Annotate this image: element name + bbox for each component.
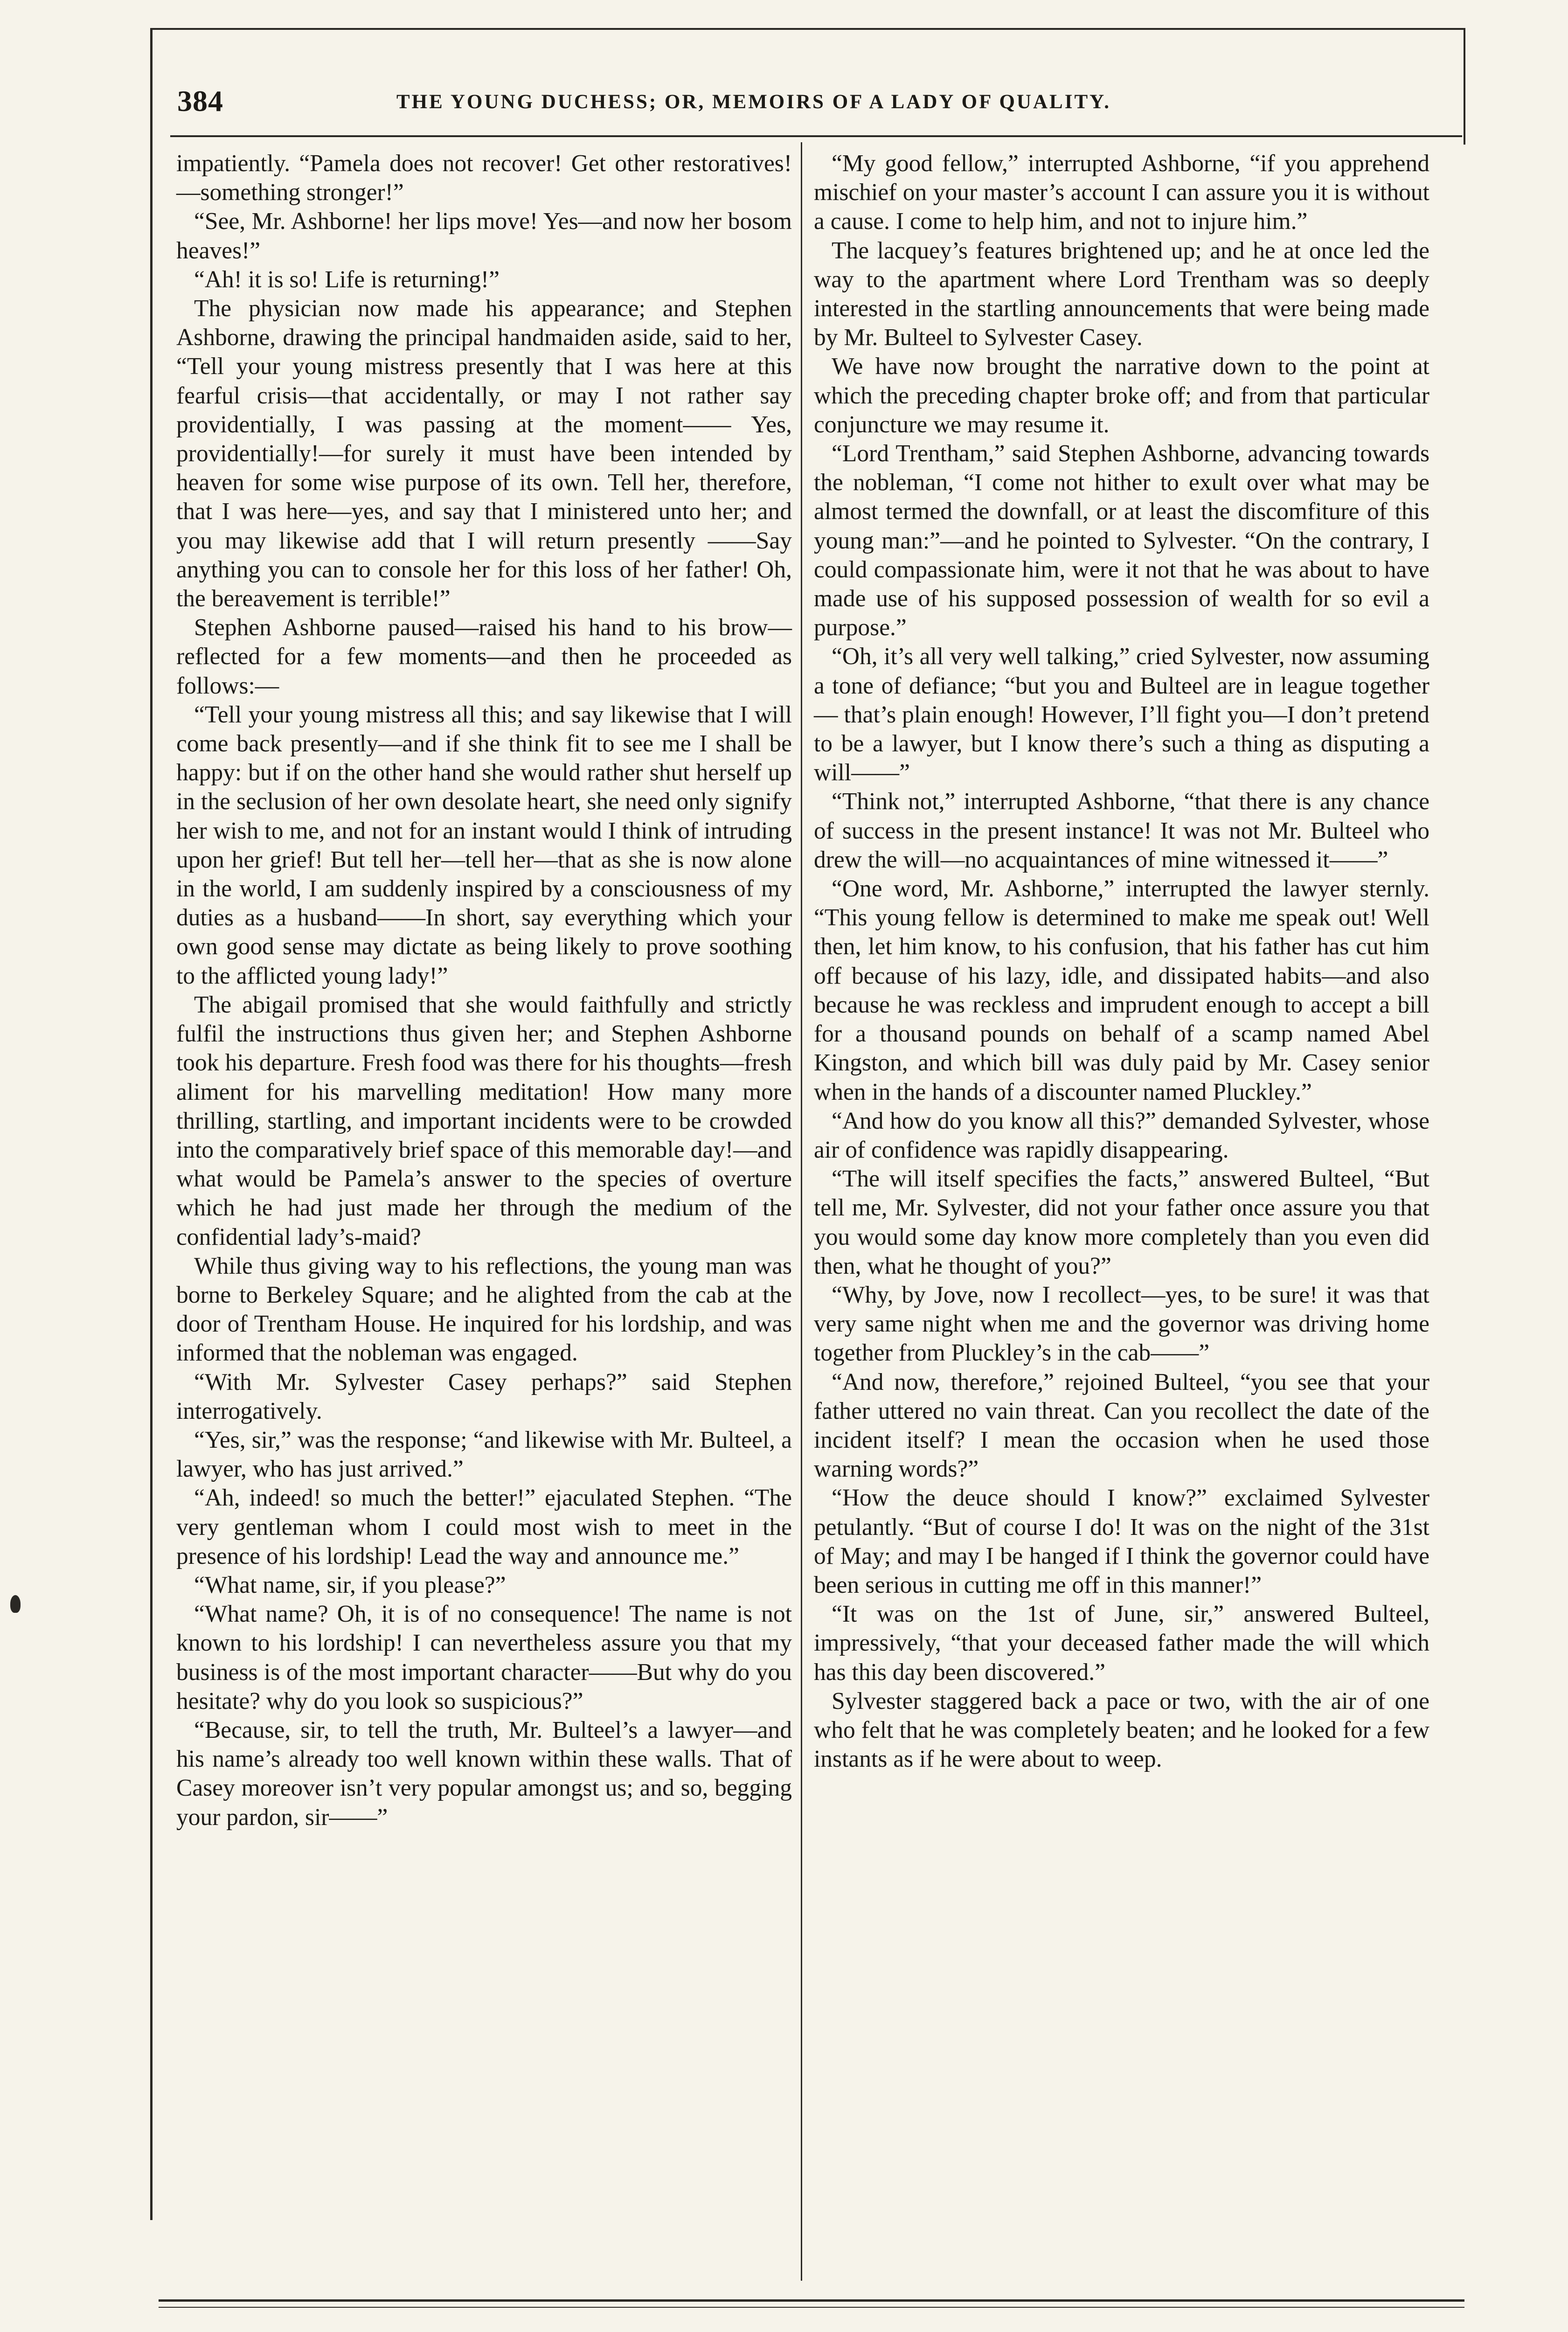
footer-rule	[159, 2299, 1464, 2302]
paragraph: The lacquey’s features brightened up; and he at once led the way to the apartment where Lord Trentham was so deeply interested in the startling announcements that were being made by Mr. Bulteel to Sylvester Casey.	[814, 237, 1429, 351]
paragraph: “Tell your young mistress all this; and say likewise that I will come back presently—and if she think fit to see me I shall be happy: but if on the other hand she would rather shut herself up in the seclusion of her own desolate heart, she need only signify her wish to me, and not for an instant would I think of intruding upon her grief! But tell her—tell her—that as she is now alone in the world, I am suddenly inspired by a consciousness of my duties as a husband——In short, say everything which your own good sense may dictate as being likely to prove soothing to the afflicted young lady!”	[176, 701, 792, 989]
page-border-top	[150, 28, 1465, 30]
paragraph: “Why, by Jove, now I recollect—yes, to be sure! it was that very same night when me and the governor was driving home together from Pluckley’s in the cab——”	[814, 1281, 1429, 1367]
page-number: 384	[177, 84, 223, 118]
paragraph: “The will itself specifies the facts,” answered Bulteel, “But tell me, Mr. Sylvester, did not your father once assure you that you would some day know more completely than you even did then, what he thought of you?”	[814, 1166, 1429, 1279]
paragraph: “It was on the 1st of June, sir,” answered Bulteel, impressively, “that your deceased father made the will which has this day been discovered.”	[814, 1601, 1429, 1686]
paragraph: “Think not,” interrupted Ashborne, “that there is any chance of success in the present instance! It was not Mr. Bulteel who drew the will—no acquaintances of mine witnessed it——”	[814, 788, 1429, 873]
paragraph: “My good fellow,” interrupted Ashborne, “if you apprehend mischief on your master’s account I can assure you it is without a cause. I come to help him, and not to injure him.”	[814, 150, 1429, 235]
ink-mark	[10, 1595, 21, 1613]
paragraph: “Ah! it is so! Life is returning!”	[194, 266, 500, 293]
left-column	[176, 149, 792, 1832]
paragraph: “Ah, indeed! so much the better!” ejaculated Stephen. “The very gentleman whom I could most wish to meet in the presence of his lordship! Lead the way and announce me.”	[176, 1485, 792, 1569]
running-title: THE YOUNG DUCHESS; OR, MEMOIRS OF A LADY OF QUALITY.	[396, 91, 1111, 113]
paragraph: While thus giving way to his reflections, the young man was borne to Berkeley Square; and he alighted from the cab at the door of Trentham House. He inquired for his lordship, and was informed that the nobleman was engaged.	[176, 1252, 792, 1367]
paragraph: “What name? Oh, it is of no consequence! The name is not known to his lordship! I can nevertheless assure you that my business is of the most important character——But why do you hesitate? why do you look so suspicious?”	[176, 1601, 792, 1714]
paragraph: “Because, sir, to tell the truth, Mr. Bulteel’s a lawyer—and his name’s already too well known within these walls. That of Casey moreover isn’t very popular amongst us; and so, begging your pardon, sir——”	[176, 1716, 792, 1831]
paragraph: Sylvester staggered back a pace or two, with the air of one who felt that he was completely beaten; and he looked for a few instants as if he were about to weep.	[814, 1687, 1429, 1773]
paragraph: Stephen Ashborne paused—raised his hand to his brow—reflected for a few moments—and then he proceeded as follows:—	[176, 614, 792, 699]
paragraph: “With Mr. Sylvester Casey perhaps?” said Stephen interrogatively.	[176, 1368, 792, 1424]
paragraph: “One word, Mr. Ashborne,” interrupted the lawyer sternly. “This young fellow is determined to make me speak out! Well then, let him know, to his confusion, that his father has cut him off because of his lazy, idle, and dissipated habits—and also because he was reckless and imprudent enough to accept a bill for a thousand pounds on behalf of a scamp named Abel Kingston, and which bill was duly paid by Mr. Casey senior when in the hands of a discounter named Pluckley.”	[814, 875, 1429, 1105]
paragraph: “See, Mr. Ashborne! her lips move! Yes—and now her bosom heaves!”	[176, 208, 792, 264]
footer-rule-thin	[159, 2307, 1464, 2308]
right-column	[814, 149, 1429, 1774]
paragraph: “And how do you know all this?” demanded Sylvester, whose air of confidence was rapidly disappearing.	[814, 1107, 1429, 1163]
paragraph: “How the deuce should I know?” exclaimed Sylvester petulantly. “But of course I do! It was on the night of the 31st of May; and may I be hanged if I think the governor could have been serious in cutting me off in this manner!”	[814, 1485, 1429, 1598]
header-rule	[170, 135, 1462, 137]
paragraph: “Yes, sir,” was the response; “and likewise with Mr. Bulteel, a lawyer, who has just arrived.”	[176, 1426, 792, 1483]
paragraph: The abigail promised that she would faithfully and strictly fulfil the instructions thus given her; and Stephen Ashborne took his departure. Fresh food was there for his thoughts—fresh aliment for his marvelling meditation! How many more thrilling, startling, and important incidents were to be crowded into the comparatively brief space of this memorable day!—and what would be Pamela’s answer to the species of overture which he had just made her through the medium of the confidential lady’s-maid?	[176, 991, 792, 1250]
paragraph: impatiently. “Pamela does not recover! Get other restoratives!—something stronger!”	[176, 150, 792, 206]
page-border-left	[150, 28, 153, 2220]
paragraph: “Lord Trentham,” said Stephen Ashborne, advancing towards the nobleman, “I come not hither to exult over what may be almost termed the downfall, or at least the discomfiture of this young man:”—and he pointed to Sylvester. “On the contrary, I could compassionate him, were it not that he was about to have made use of his supposed possession of wealth for so evil a purpose.”	[814, 440, 1429, 641]
column-divider	[801, 142, 802, 2281]
paragraph: “And now, therefore,” rejoined Bulteel, “you see that your father uttered no vain threat. Can you recollect the date of the incident itself? I mean the occasion when he used those warning words?”	[814, 1368, 1429, 1483]
paragraph: “What name, sir, if you please?”	[194, 1571, 506, 1598]
page-header	[177, 84, 1464, 126]
paragraph: We have now brought the narrative down to the point at which the preceding chapter broke off; and from that particular conjuncture we may resume it.	[814, 353, 1429, 438]
paragraph: The physician now made his appearance; and Stephen Ashborne, drawing the principal handmaiden aside, said to her, “Tell your young mistress presently that I was here at this fearful crisis—that accidentally, or may I not rather say providentially, I was passing at the moment—— Yes, providentially!—for surely it must have been intended by heaven for some wise purpose of its own. Tell her, therefore, that I was here—yes, and say that I ministered unto her; and you may likewise add that I will return presently ——Say anything you can to console her for this loss of her father! Oh, the bereavement is terrible!”	[176, 295, 792, 612]
paragraph: “Oh, it’s all very well talking,” cried Sylvester, now assuming a tone of defiance; “but you and Bulteel are in league together — that’s plain enough! However, I’ll fight you—I don’t pretend to be a lawyer, but I know there’s such a thing as disputing a will——”	[814, 643, 1429, 786]
